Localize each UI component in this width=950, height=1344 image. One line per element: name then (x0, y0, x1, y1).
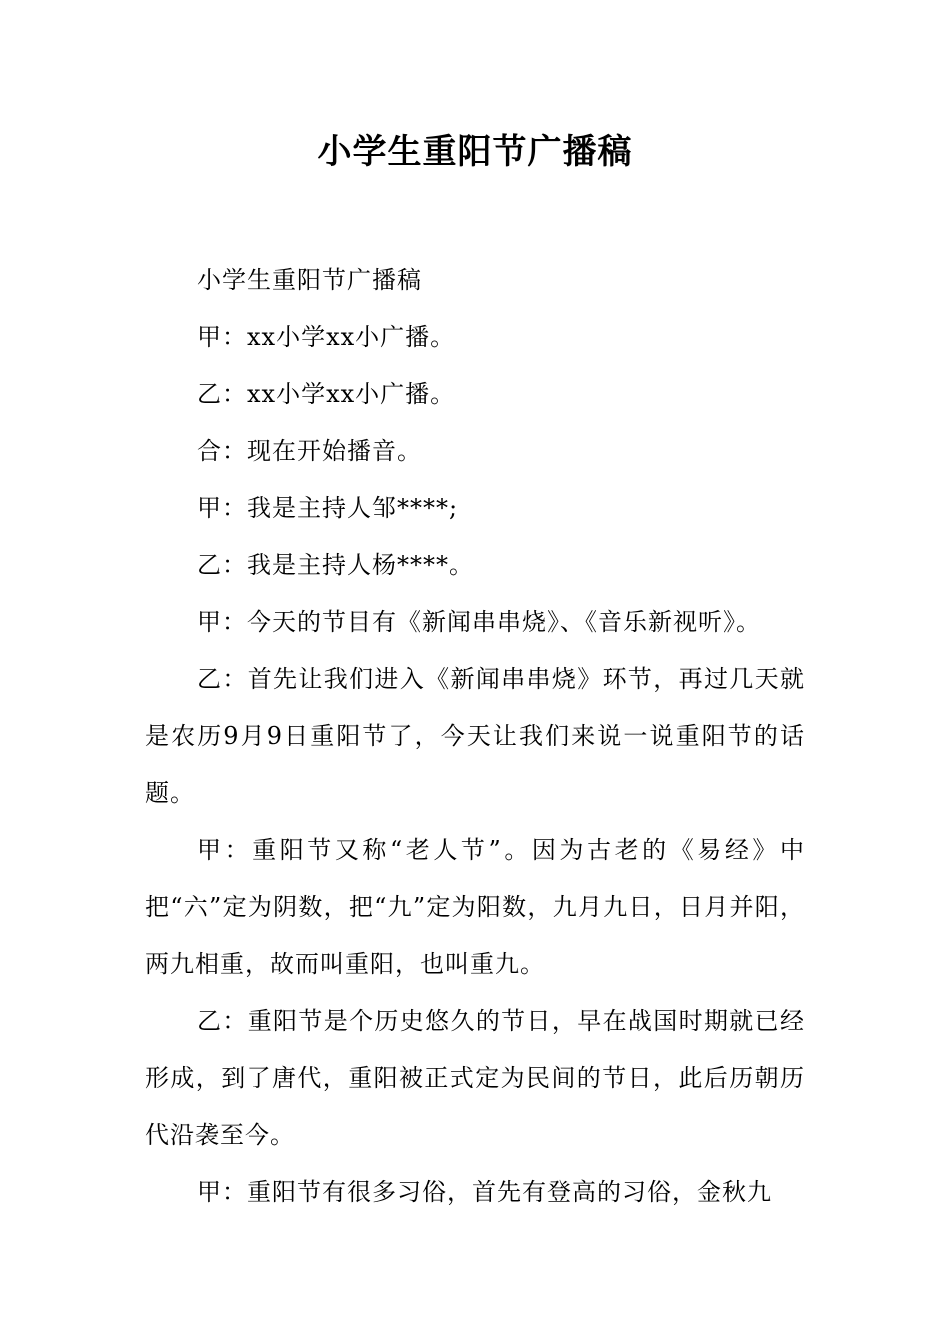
document-title: 小学生重阳节广播稿 (317, 132, 633, 172)
paragraph-line: 乙：我是主持人杨****。 (197, 551, 474, 579)
paragraph-line: 甲：今天的节目有《新闻串串烧》、《音乐新视听》。 (197, 608, 761, 636)
paragraph-line: 甲：我是主持人邹****; (197, 494, 459, 522)
paragraph-line: 乙：xx小学xx小广播。 (197, 380, 456, 408)
paragraph-line: 甲：重阳节有很多习俗，首先有登高的习俗，金秋九 (197, 1178, 772, 1206)
paragraph-line: 合：现在开始播音。 (197, 437, 422, 465)
paragraph-line: 甲：xx小学xx小广播。 (197, 323, 456, 351)
paragraph-heading: 小学生重阳节广播稿 (197, 266, 422, 294)
paragraph-line: 乙：首先让我们进入《新闻串串烧》环节，再过几天就是农历9月9日重阳节了，今天让我们来说一说重阳节的话题。 (145, 665, 805, 807)
paragraph-line: 乙：重阳节是个历史悠久的节日，早在战国时期就已经形成，到了唐代，重阳被正式定为民间的节日，此后历朝历代沿袭至今。 (145, 1007, 805, 1149)
paragraph-line: 甲：重阳节又称“老人节”。因为古老的《易经》中把“六”定为阴数，把“九”定为阳数，九月九日，日月并阳，两九相重，故而叫重阳，也叫重九。 (145, 836, 805, 978)
document-body (145, 252, 805, 1221)
